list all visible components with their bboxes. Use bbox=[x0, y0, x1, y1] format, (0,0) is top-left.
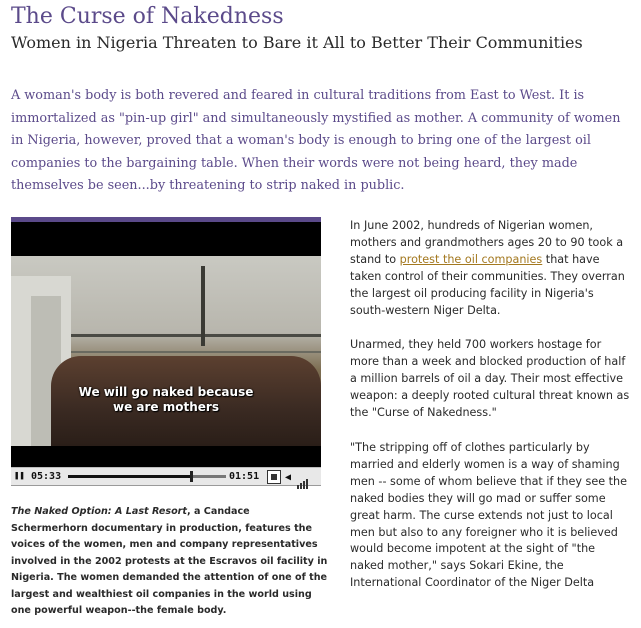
video-player[interactable] bbox=[11, 217, 321, 486]
protest-oil-companies-link[interactable]: protest the oil companies bbox=[399, 252, 543, 266]
video-screen[interactable] bbox=[11, 256, 321, 446]
video-frame[interactable] bbox=[11, 222, 321, 480]
body-paragraph-1-start: In June 2002, hundreds of Nigerian women, mothers and grandmothers ages 20 to 90 took a stand to bbox=[350, 219, 624, 266]
page-subtitle: Women in Nigeria Threaten to Bare it All to Better Their Communities bbox=[11, 33, 583, 52]
volume-level-icon[interactable] bbox=[297, 471, 309, 489]
fullscreen-icon[interactable] bbox=[267, 470, 281, 484]
seek-handle[interactable] bbox=[190, 471, 193, 482]
video-caption bbox=[11, 504, 329, 620]
video-controls bbox=[11, 467, 321, 486]
pause-icon[interactable]: ❚❚ bbox=[14, 471, 25, 481]
article-body bbox=[350, 218, 632, 610]
body-paragraph-1-end: that have taken control of their communities. They overran the largest oil producing facility in Nigeria's south-western Niger Delta. bbox=[350, 252, 625, 317]
time-total: 01:51 bbox=[229, 471, 260, 482]
video-scene-railing-lower bbox=[71, 351, 321, 353]
video-scene-tower bbox=[201, 266, 205, 346]
video-subtitle-line-1: We will go naked because bbox=[78, 385, 254, 399]
speaker-icon[interactable]: ◀ bbox=[285, 472, 292, 483]
video-scene-railing bbox=[71, 334, 321, 337]
time-elapsed: 05:33 bbox=[31, 471, 62, 482]
video-subtitle-line-2: we are mothers bbox=[113, 400, 219, 414]
body-paragraph-1 bbox=[350, 218, 632, 319]
seek-bar[interactable] bbox=[68, 475, 226, 478]
video-caption-text: , a Candace Schermerhorn documentary in production, features the voices of the women, men and company representatives involved in the 2002 protests at the Escravos oil facility in Nigeria. The women demanded the attention of one of the largest and wealthiest oil companies in the world using one powerful weapon--the female body. bbox=[11, 506, 328, 616]
intro-paragraph: A woman's body is both revered and feared in cultural traditions from East to West. It is immortalized as "pin-up girl" and simultaneously mystified as mother. A community of women in Nigeria, however, proved that a woman's body is enough to bring one of the largest oil companies to the bargaining table. When their words were not being heard, they made themselves be seen...by threatening to strip naked in public. bbox=[11, 88, 621, 193]
body-paragraph-3: "The stripping off of clothes particularly by married and elderly women is a way of shaming men -- some of whom believe that if they see the naked bodies they will go mad or suffer some great harm. The curse extends not just to local men but also to any foreigner who it is believed would become impotent at the sight of "the naked mother," says Sokari Ekine, the International Coordinator of the Niger Delta bbox=[350, 440, 628, 590]
page-title: The Curse of Nakedness bbox=[11, 4, 284, 29]
documentary-title: The Naked Option: A Last Resort bbox=[11, 506, 187, 517]
seek-bar-fill bbox=[68, 475, 191, 478]
body-paragraph-2: Unarmed, they held 700 workers hostage for more than a week and blocked production of half a million barrels of oil a day. Their most effective weapon: a deeply rooted cultural threat known as the "Curse of Nakedness." bbox=[350, 338, 630, 420]
